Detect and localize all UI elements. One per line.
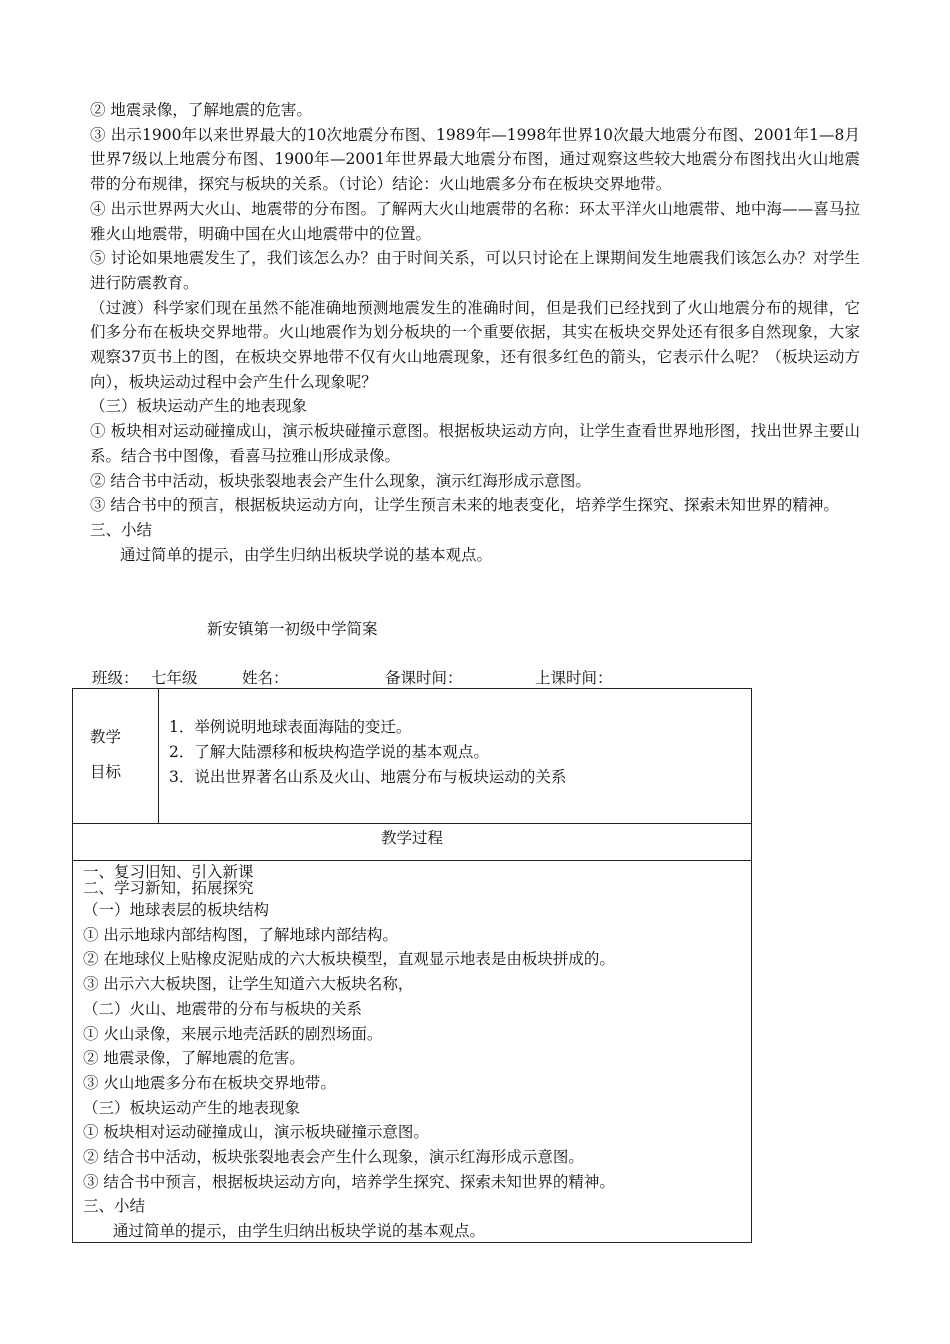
section-heading-summary: 三、小结: [90, 520, 153, 539]
lesson-plan-table: [72, 688, 752, 1243]
paragraph-transition: （过渡）科学家们现在虽然不能准确地预测地震发生的准确时间，但是我们已经找到了火山地震分布的规律，它们多分布在板块交界地带。火山地震作为划分板块的一个重要依据，其实在板块交界处还有很多自然现象，大家观察37页书上的图，在板块交界地带不仅有火山地震现象，还有很多红色的箭头，它表示什么呢？（板块运动方向），板块运动过程中会产生什么现象呢？: [90, 298, 860, 391]
class-value: 七年级: [151, 669, 198, 687]
lesson-continuation-text: [90, 98, 860, 567]
process-item: ③ 火山地震多分布在板块交界地带。: [83, 1073, 336, 1092]
paragraph-earthquake-video: ② 地震录像，了解地震的危害。: [90, 101, 312, 119]
objective-item: 3．说出世界著名山系及火山、地震分布与板块运动的关系: [169, 768, 567, 786]
section-heading-surface-phenomena: （三）板块运动产生的地表现象: [90, 397, 308, 416]
process-line-new-knowledge: 二、学习新知，拓展探究: [83, 879, 254, 897]
objectives-list: [169, 715, 566, 790]
process-subheading-summary: 三、小结: [83, 1197, 146, 1216]
process-subheading-surface-phenomena: （三）板块运动产生的地表现象: [83, 1098, 301, 1117]
objectives-label-cell: [73, 689, 159, 823]
class-time-label: 上课时间：: [535, 669, 613, 687]
process-summary: 通过简单的提示，由学生归纳出板块学说的基本观点。: [113, 1222, 486, 1241]
table-divider: [73, 860, 751, 861]
process-item: ① 火山录像，来展示地壳活跃的剧烈场面。: [83, 1024, 383, 1043]
objective-item: 2．了解大陆漂移和板块构造学说的基本观点。: [169, 743, 489, 761]
process-item: ② 结合书中活动，板块张裂地表会产生什么现象，演示红海形成示意图。: [83, 1148, 584, 1167]
process-content: [83, 864, 743, 1244]
process-subheading-plate-structure: （一）地球表层的板块结构: [83, 901, 270, 919]
process-header: 教学过程: [380, 829, 443, 847]
process-item: ① 板块相对运动碰撞成山，演示板块碰撞示意图。: [83, 1123, 429, 1142]
process-line-review: 一、复习旧知、引入新课: [83, 863, 254, 881]
process-item: ③ 结合书中预言，根据板块运动方向，培养学生探究、探索未知世界的精神。: [83, 1172, 615, 1191]
objectives-label-line1: 教学: [90, 728, 122, 746]
paragraph-earthquake-maps: ③ 出示1900年以来世界最大的10次地震分布图、1989年—1998年世界10次最大地震分布图、2001年1—8月世界7级以上地震分布图、1900年—2001年世界最大地震分布图，通过观察这些较大地震分布图找出火山地震带的分布规律，探究与板块的关系。（讨论）结论：火山地震多分布在板块交界地带。: [90, 125, 860, 194]
process-item: ② 地震录像，了解地震的危害。: [83, 1049, 305, 1068]
table-divider: [73, 823, 751, 824]
school-lesson-plan-title: 新安镇第一初级中学简案: [207, 620, 378, 638]
objective-item: 1．举例说明地球表面海陆的变迁。: [169, 718, 412, 736]
process-item: ② 在地球仪上贴橡皮泥贴成的六大板块模型，直观显示地表是由板块拼成的。: [83, 950, 615, 969]
class-label: 班级：: [92, 669, 139, 687]
process-item: ① 出示地球内部结构图，了解地球内部结构。: [83, 925, 398, 944]
paragraph-collision: ① 板块相对运动碰撞成山，演示板块碰撞示意图。根据板块运动方向，让学生查看世界地形图，找出世界主要山系。结合书中图像，看喜马拉雅山形成录像。: [90, 422, 860, 465]
prep-time-label: 备课时间：: [385, 669, 463, 687]
paragraph-summary: 通过简单的提示，由学生归纳出板块学说的基本观点。: [120, 545, 493, 564]
paragraph-rifting: ② 结合书中活动，板块张裂地表会产生什么现象，演示红海形成示意图。: [90, 471, 591, 490]
process-subheading-volcano-earthquake: （二）火山、地震带的分布与板块的关系: [83, 999, 363, 1018]
paragraph-discussion: ⑤ 讨论如果地震发生了，我们该怎么办？由于时间关系，可以只讨论在上课期间发生地震我们该怎么办？对学生进行防震教育。: [90, 249, 860, 292]
name-label: 姓名：: [242, 669, 289, 687]
objectives-label-line2: 目标: [90, 763, 122, 781]
paragraph-two-belts: ④ 出示世界两大火山、地震带的分布图。了解两大火山地震带的名称：环太平洋火山地震带、地中海——喜马拉雅火山地震带，明确中国在火山地震带中的位置。: [90, 199, 860, 243]
process-item: ③ 出示六大板块图，让学生知道六大板块名称，: [83, 975, 414, 994]
paragraph-prediction: ③ 结合书中的预言，根据板块运动方向，让学生预言未来的地表变化，培养学生探究、探索未知世界的精神。: [90, 496, 839, 515]
